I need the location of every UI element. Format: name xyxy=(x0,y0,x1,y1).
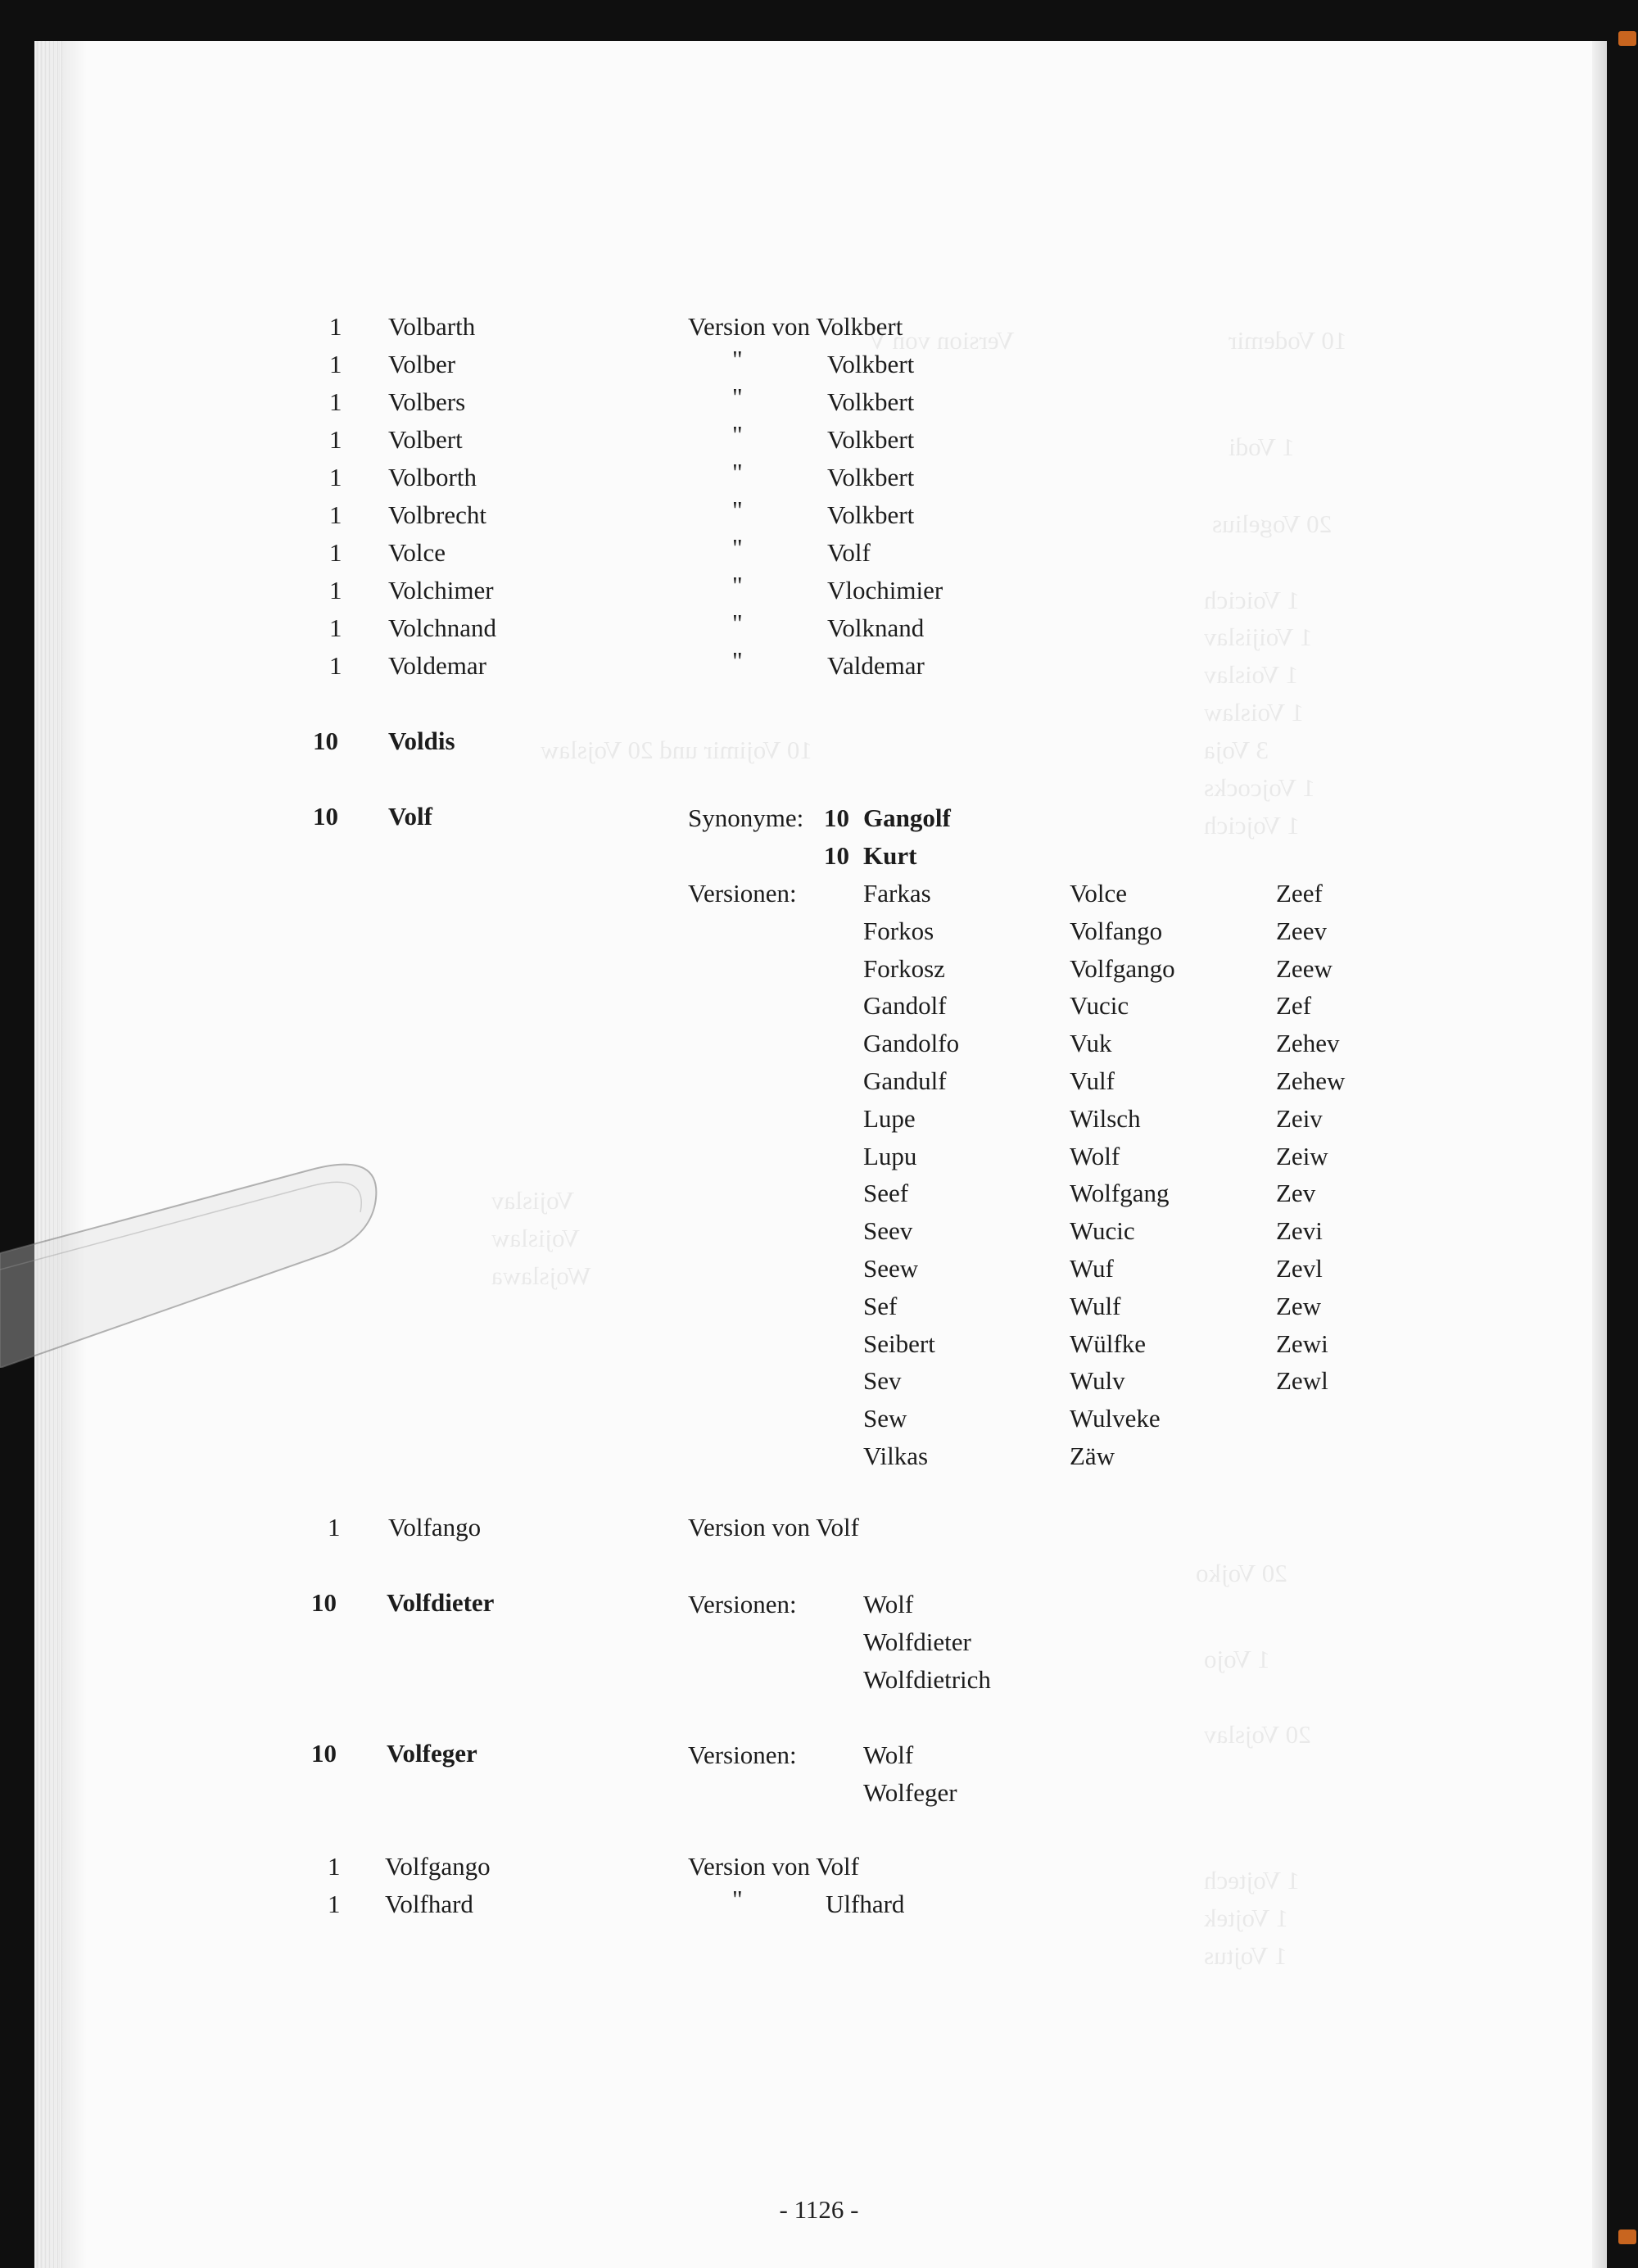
entry-name: Volbers xyxy=(388,387,466,416)
volf-version-item: Sev xyxy=(863,1366,902,1395)
volf-version-item: Vulf xyxy=(1070,1066,1115,1095)
versions-label: Versionen: xyxy=(688,879,797,908)
entry-target: Valdemar xyxy=(827,651,925,680)
volf-version-item: Gandolf xyxy=(863,991,947,1020)
ditto-mark: " xyxy=(732,571,743,600)
bleed-through-text: 1 Vojo xyxy=(1204,1645,1270,1673)
corner-tab-bottom xyxy=(1618,2230,1636,2244)
entry-name: Volfgango xyxy=(385,1852,491,1881)
entry-count: 1 xyxy=(329,500,342,529)
volf-version-item: Zevl xyxy=(1276,1254,1323,1283)
entry-target: Ulfhard xyxy=(826,1890,905,1918)
synonym-count: 10 xyxy=(824,841,849,870)
volf-version-item: Forkosz xyxy=(863,954,945,983)
volf-version-item: Zeiw xyxy=(1276,1142,1328,1170)
entry-name: Volce xyxy=(388,538,446,567)
entry-target: Volkbert xyxy=(827,387,915,416)
volf-version-item: Lupe xyxy=(863,1104,916,1133)
versions-label: Versionen: xyxy=(688,1741,797,1769)
volf-version-item: Zewi xyxy=(1276,1329,1328,1358)
volf-version-item: Zeev xyxy=(1276,917,1327,945)
volf-version-item: Lupu xyxy=(863,1142,917,1170)
volf-version-item: Wilsch xyxy=(1070,1104,1141,1133)
entry-count: 1 xyxy=(329,387,342,416)
volf-version-item: Zeew xyxy=(1276,954,1333,983)
volf-version-item: Zäw xyxy=(1070,1442,1115,1470)
volf-version-item: Gandulf xyxy=(863,1066,947,1095)
page-number: - 1126 - xyxy=(779,2195,859,2224)
entry-count: 1 xyxy=(329,425,342,454)
entry-count: 1 xyxy=(329,613,342,642)
entry-name: Voldis xyxy=(388,727,455,755)
entry-count: 1 xyxy=(329,463,342,491)
ditto-mark: " xyxy=(732,458,743,487)
entry-name: Volchimer xyxy=(388,576,494,604)
entry-name: Volf xyxy=(388,802,432,831)
bleed-through-text: 3 Voja xyxy=(1204,736,1269,764)
entry-name: Volbarth xyxy=(388,312,476,341)
bleed-through-text: 1 Voislaw xyxy=(1204,698,1305,727)
entry-name: Volbrecht xyxy=(388,500,486,529)
entry-target: Volkbert xyxy=(827,350,915,378)
volf-version-item: Volce xyxy=(1070,879,1128,908)
entry-name: Volfeger xyxy=(387,1739,477,1768)
volf-version-item: Zewl xyxy=(1276,1366,1328,1395)
volf-version-item: Zevi xyxy=(1276,1216,1323,1245)
entry-name: Volfhard xyxy=(385,1890,473,1918)
synonym-name: Gangolf xyxy=(863,804,951,832)
volf-version-item: Sew xyxy=(863,1404,907,1433)
bookmark-tab xyxy=(0,1155,393,1368)
right-page-edge xyxy=(1592,41,1607,2268)
bleed-through-text: 1 Vojcich xyxy=(1204,811,1300,840)
volf-version-item: Volfgango xyxy=(1070,954,1175,983)
volf-version-item: Vuk xyxy=(1070,1029,1112,1057)
entry-count: 1 xyxy=(329,312,342,341)
volf-version-item: Wuf xyxy=(1070,1254,1114,1283)
volf-version-item: Vilkas xyxy=(863,1442,929,1470)
bleed-through-text: 10 Vodemir xyxy=(1228,326,1347,355)
bleed-through-text: 1 Voislav xyxy=(1204,660,1299,689)
entry-target: Vlochimier xyxy=(827,576,943,604)
entry-count: 1 xyxy=(329,350,342,378)
volf-version-item: Wolf xyxy=(1070,1142,1120,1170)
entry-name: Voldemar xyxy=(388,651,486,680)
entry-name: Volborth xyxy=(388,463,477,491)
volf-version-item: Sef xyxy=(863,1292,898,1320)
entry-target: Volf xyxy=(827,538,871,567)
bleed-through-text: 1 Voicich xyxy=(1204,586,1300,614)
volf-version-item: Zehew xyxy=(1276,1066,1346,1095)
entry-target: Volkbert xyxy=(827,425,915,454)
volf-version-item: Wolfgang xyxy=(1070,1179,1170,1207)
volf-version-item: Zew xyxy=(1276,1292,1322,1320)
entry-count: 1 xyxy=(328,1852,341,1881)
synonym-name: Kurt xyxy=(863,841,917,870)
volf-version-item: Zef xyxy=(1276,991,1312,1020)
bleed-through-text: 1 Vojtus xyxy=(1204,1941,1287,1970)
volf-version-item: Gandolfo xyxy=(863,1029,960,1057)
volf-version-item: Wulveke xyxy=(1070,1404,1161,1433)
entry-count: 10 xyxy=(313,802,338,831)
bleed-through-text: 1 Vodi xyxy=(1228,432,1295,461)
corner-tab-top xyxy=(1618,31,1636,46)
ditto-mark: " xyxy=(732,420,743,449)
volf-version-item: Seibert xyxy=(863,1329,935,1358)
volf-version-item: Vucic xyxy=(1070,991,1129,1020)
bleed-through-text: 1 Vojcocks xyxy=(1204,773,1315,802)
bleed-through-text: 1 Vojtech xyxy=(1204,1866,1300,1895)
bleed-through-text: 10 Vojimir und 20 Vojslaw xyxy=(541,736,812,764)
ditto-mark: " xyxy=(732,1885,743,1913)
synonyms-label: Synonyme: xyxy=(688,804,804,832)
entry-count: 1 xyxy=(329,576,342,604)
entry-relation: Version von Volkbert xyxy=(688,312,903,341)
ditto-mark: " xyxy=(732,533,743,562)
entry-name: Volber xyxy=(388,350,456,378)
bleed-through-text: 20 Vogelius xyxy=(1212,509,1333,538)
version-name: Wolfdietrich xyxy=(863,1665,991,1694)
bleed-through-text: Vojislaw xyxy=(491,1224,580,1252)
volf-version-item: Volfango xyxy=(1070,917,1163,945)
volf-version-item: Wulv xyxy=(1070,1366,1125,1395)
versions-label: Versionen: xyxy=(688,1590,797,1618)
entry-count: 10 xyxy=(311,1588,337,1617)
bleed-through-text: 20 Vojslav xyxy=(1204,1720,1311,1749)
ditto-mark: " xyxy=(732,646,743,675)
entry-relation: Version von Volf xyxy=(688,1513,859,1541)
version-name: Wolf xyxy=(863,1590,914,1618)
bleed-through-text: 1 Voijislav xyxy=(1204,622,1313,651)
synonym-count: 10 xyxy=(824,804,849,832)
bleed-through-text: Wojslawa xyxy=(491,1261,591,1290)
entry-name: Volbert xyxy=(388,425,463,454)
version-name: Wolf xyxy=(863,1741,914,1769)
volf-version-item: Forkos xyxy=(863,917,934,945)
entry-name: Volfango xyxy=(388,1513,482,1541)
entry-relation: Version von Volf xyxy=(688,1852,859,1881)
entry-count: 1 xyxy=(328,1890,341,1918)
entry-name: Volfdieter xyxy=(387,1588,495,1617)
volf-version-item: Zehev xyxy=(1276,1029,1340,1057)
entry-count: 1 xyxy=(329,651,342,680)
volf-version-item: Seef xyxy=(863,1179,909,1207)
entry-target: Volkbert xyxy=(827,500,915,529)
bleed-through-text: Vojislav xyxy=(491,1186,575,1215)
bleed-through-text: 20 Vojko xyxy=(1196,1559,1287,1587)
volf-version-item: Seev xyxy=(863,1216,913,1245)
volf-version-item: Seew xyxy=(863,1254,919,1283)
entry-count: 1 xyxy=(328,1513,341,1541)
ditto-mark: " xyxy=(732,345,743,373)
bleed-through-text: Version von V xyxy=(868,326,1015,355)
entry-name: Volchnand xyxy=(388,613,497,642)
volf-version-item: Farkas xyxy=(863,879,931,908)
entry-target: Volknand xyxy=(827,613,925,642)
ditto-mark: " xyxy=(732,383,743,411)
entry-count: 10 xyxy=(313,727,338,755)
version-name: Wolfdieter xyxy=(863,1627,971,1656)
entry-target: Volkbert xyxy=(827,463,915,491)
entry-count: 1 xyxy=(329,538,342,567)
ditto-mark: " xyxy=(732,609,743,637)
bleed-through-text: 1 Vojtek xyxy=(1204,1904,1289,1932)
volf-version-item: Wucic xyxy=(1070,1216,1135,1245)
volf-version-item: Zev xyxy=(1276,1179,1316,1207)
volf-version-item: Zeef xyxy=(1276,879,1323,908)
version-name: Wolfeger xyxy=(863,1778,957,1807)
volf-version-item: Zeiv xyxy=(1276,1104,1323,1133)
volf-version-item: Wülfke xyxy=(1070,1329,1146,1358)
volf-version-item: Wulf xyxy=(1070,1292,1121,1320)
entry-count: 10 xyxy=(311,1739,337,1768)
ditto-mark: " xyxy=(732,496,743,524)
